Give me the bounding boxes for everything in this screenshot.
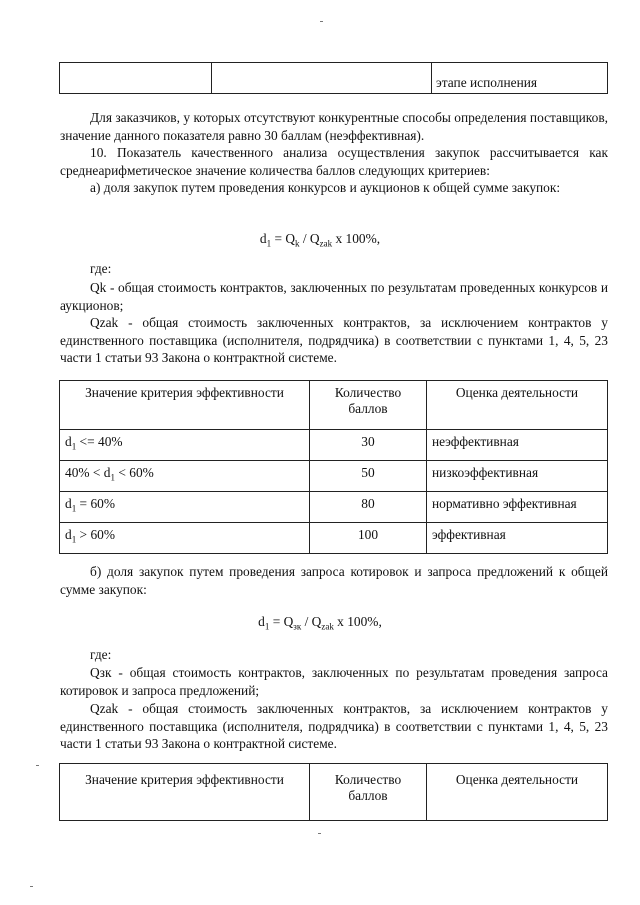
- definition-qzak: Qzak - общая стоимость заключенных контрактов, за исключением контрактов у единственного поставщика (исполнителя, подрядчика) в соответствии с пунктами 1, 4, 5, 23 части 1 статьи 93 Закона о контрактной системе.: [60, 315, 608, 365]
- table-header-row: [60, 381, 608, 430]
- scan-mark: [318, 833, 321, 834]
- table-row: [60, 492, 608, 523]
- criteria-table-1: [59, 380, 608, 554]
- header-criterion: Значение критерия эффективности: [60, 381, 310, 430]
- criterion-cell: $d_1 <= 40\%$: [60, 430, 310, 461]
- paragraph-no-competitive: Для заказчиков, у которых отсутствуют конкурентные способы определения поставщиков, значение данного показателя равно 30 баллам (неэффективная).: [60, 110, 608, 143]
- header-rating: Оценка деятельности: [427, 764, 608, 821]
- paragraph-item-b: б) доля закупок путем проведения запроса котировок и запроса предложений к общей сумме закупок:: [60, 564, 608, 597]
- formula-2: $d_1 = Q_{зк} / Q_{zak}$ х 100%,: [258, 614, 382, 632]
- criterion-cell: $d_1 = 60\%$: [60, 492, 310, 523]
- header-score: Количество баллов: [310, 764, 427, 821]
- formula-1: $d_1 = Q_k / Q_{zak}$ х 100%,: [259, 231, 381, 249]
- criterion-cell: $d_1 > 60\%$: [60, 523, 310, 554]
- score-cell: 30: [310, 430, 427, 461]
- criterion-cell: $40\% < d_1 < 60\%$: [60, 461, 310, 492]
- definition-qzk: Qзк - общая стоимость контрактов, заключенных по результатам проведения запроса котировок и запроса предложений;: [60, 665, 608, 698]
- scan-mark: [320, 21, 323, 22]
- paragraph-item-a: а) доля закупок путем проведения конкурсов и аукционов к общей сумме закупок:: [90, 180, 561, 195]
- rating-cell: эффективная: [427, 523, 608, 554]
- table-row: [60, 430, 608, 461]
- scan-mark: [30, 886, 33, 887]
- continued-table: [59, 62, 608, 94]
- rating-cell: низкоэффективная: [427, 461, 608, 492]
- table-cell: [212, 63, 432, 94]
- where-label: где:: [90, 647, 112, 662]
- header-score: Количество баллов: [310, 381, 427, 430]
- table-row: [60, 63, 608, 94]
- header-rating: Оценка деятельности: [427, 381, 608, 430]
- table-row: [60, 461, 608, 492]
- where-label: где:: [90, 261, 112, 276]
- definition-qk: Qk - общая стоимость контрактов, заключенных по результатам проведенных конкурсов и аукционов;: [60, 280, 608, 313]
- table-row: [60, 523, 608, 554]
- scan-mark: [36, 765, 39, 766]
- criteria-table-2: [59, 763, 608, 821]
- table-cell: [60, 63, 212, 94]
- score-cell: 80: [310, 492, 427, 523]
- table-cell: [432, 63, 608, 94]
- score-cell: 100: [310, 523, 427, 554]
- header-criterion: Значение критерия эффективности: [60, 764, 310, 821]
- cell-text: этапе исполнения: [436, 75, 538, 90]
- definition-qzak: Qzak - общая стоимость заключенных контрактов, за исключением контрактов у единственного поставщика (исполнителя, подрядчика) в соответствии с пунктами 1, 4, 5, 23 части 1 статьи 93 Закона о контрактной системе.: [60, 701, 608, 751]
- score-cell: 50: [310, 461, 427, 492]
- paragraph-item-10: 10. Показатель качественного анализа осуществления закупок рассчитывается как среднеарифметическое значение количества баллов следующих критериев:: [60, 145, 608, 178]
- rating-cell: неэффективная: [427, 430, 608, 461]
- rating-cell: нормативно эффективная: [427, 492, 608, 523]
- table-header-row: [60, 764, 608, 821]
